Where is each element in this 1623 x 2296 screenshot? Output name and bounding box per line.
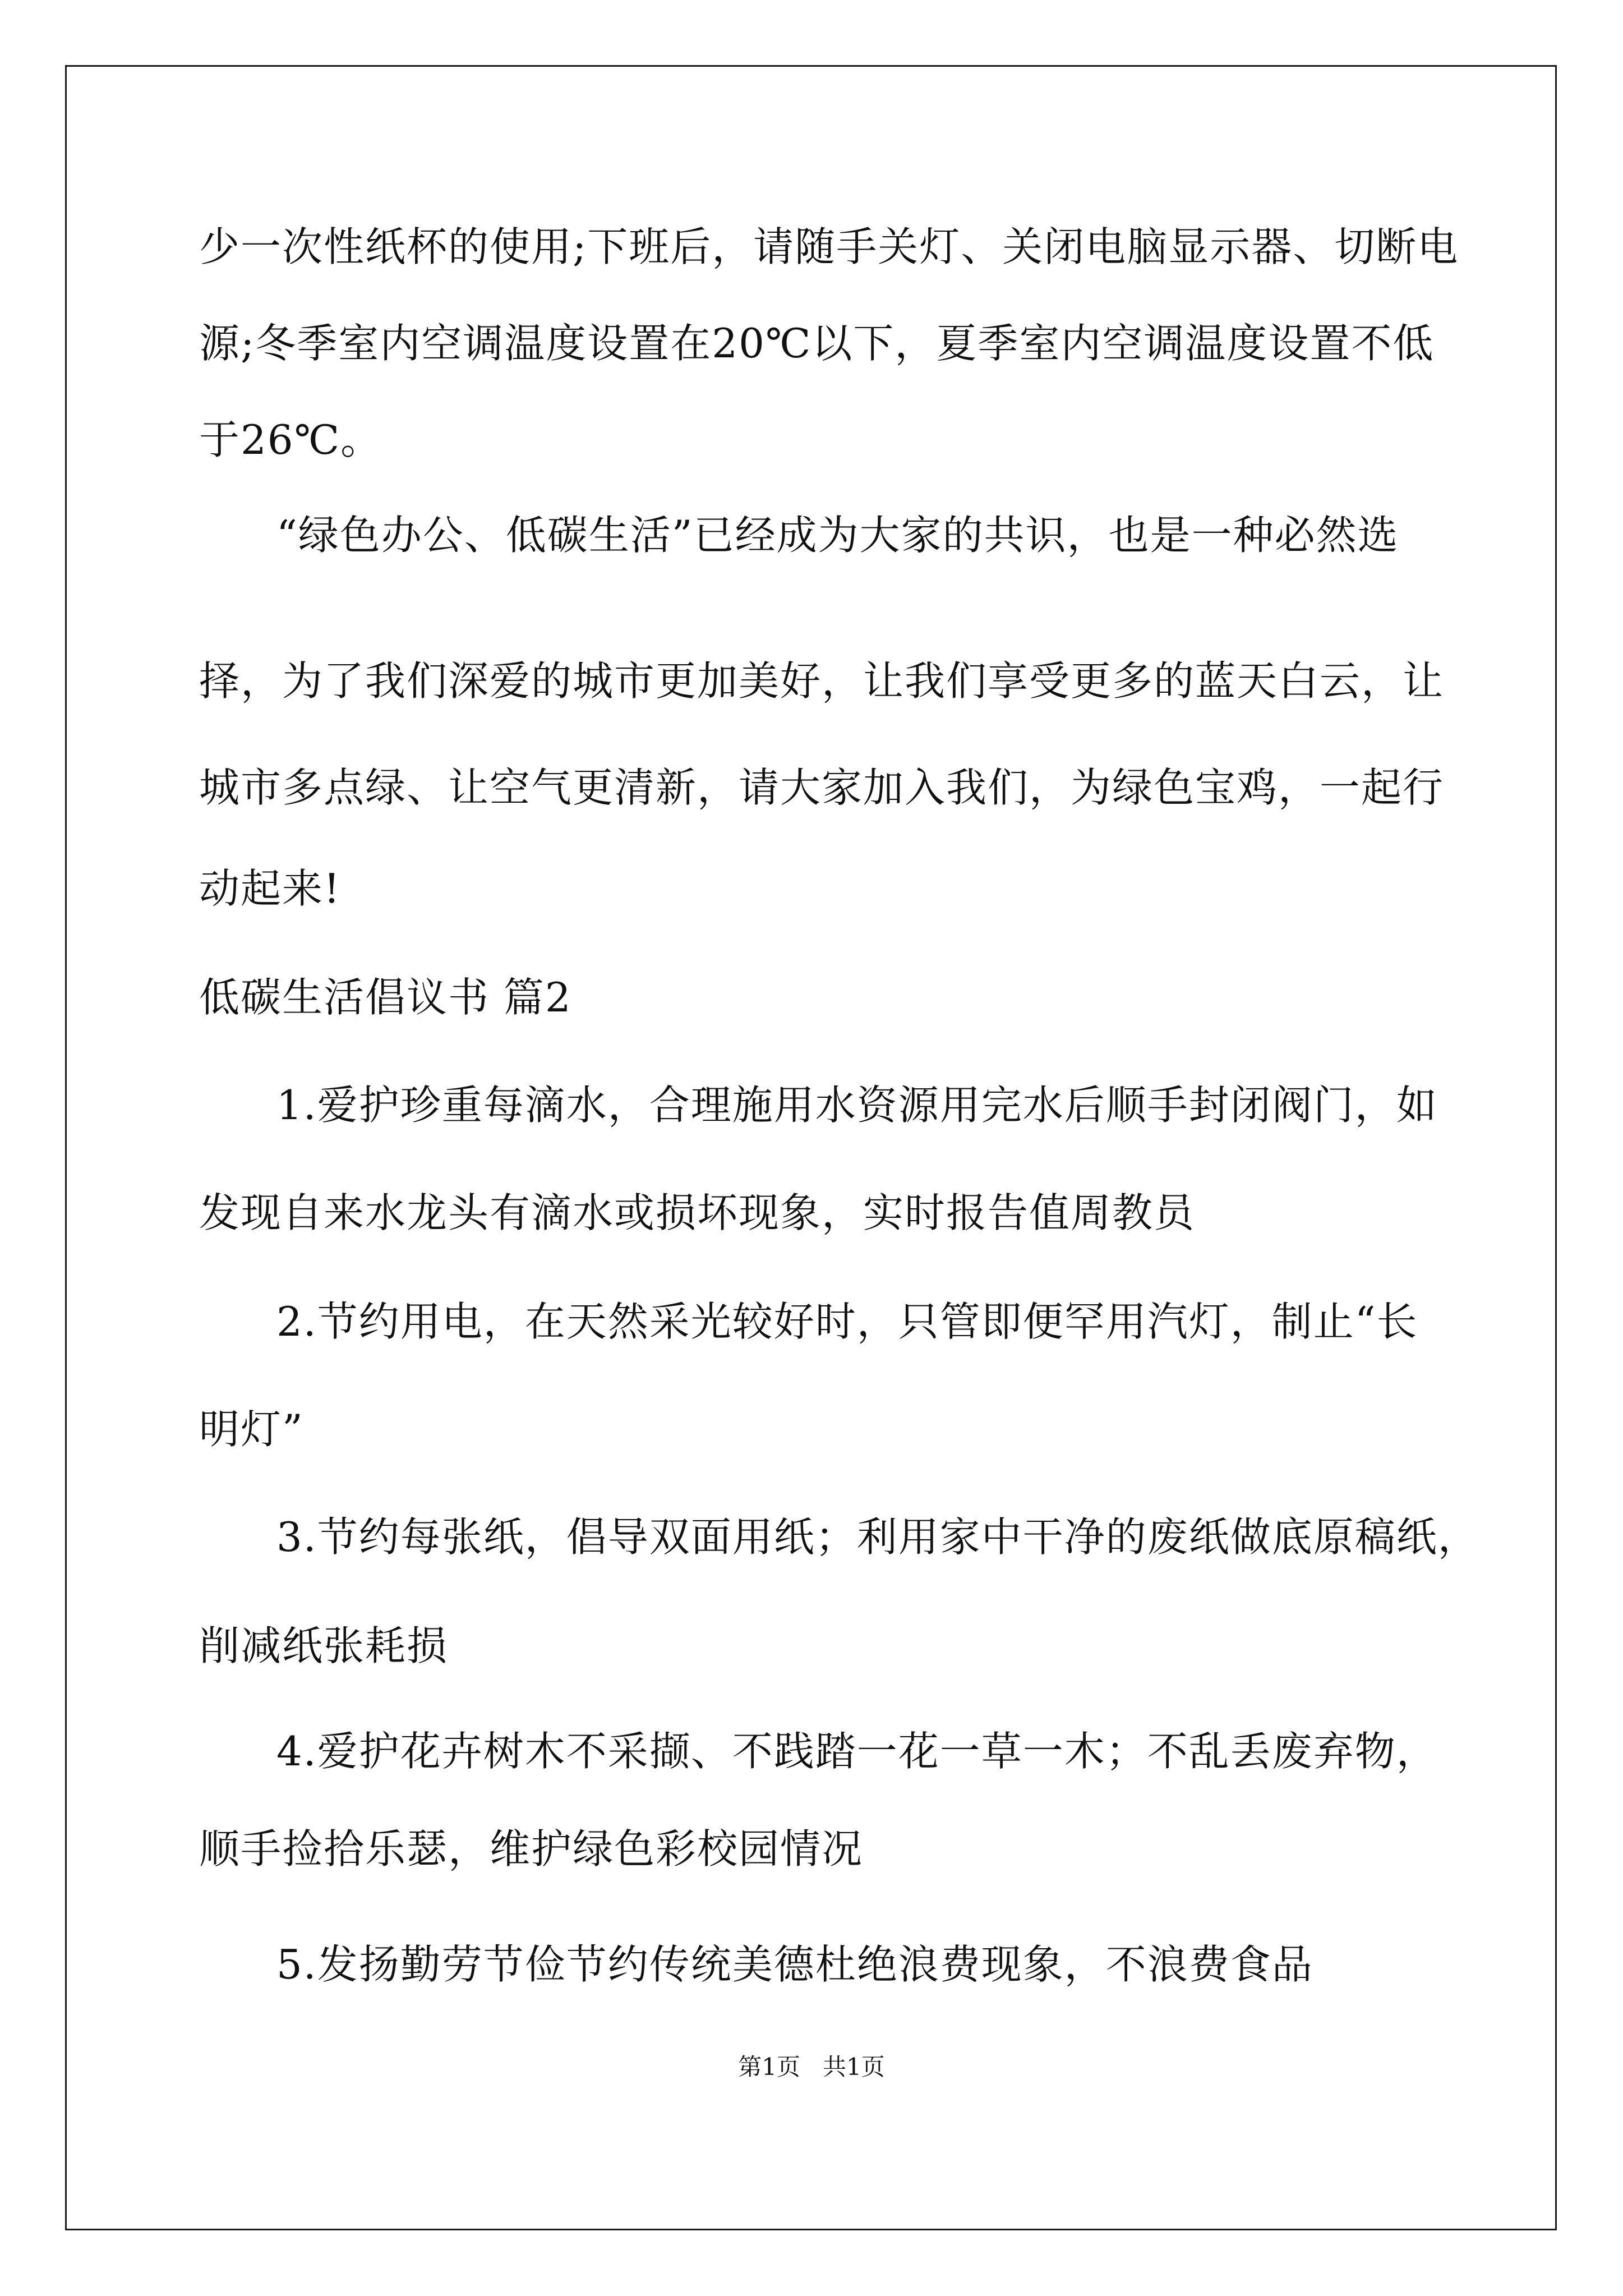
body-line: 于26℃。 (199, 416, 382, 463)
list-item-continuation: 顺手捡拾乐瑟，维护绿色彩校园情况 (199, 1825, 864, 1872)
section-heading: 低碳生活倡议书 篇2 (199, 974, 572, 1021)
page-border (65, 65, 1557, 2230)
body-line: “绿色办公、低碳生活”已经成为大家的共识，也是一种必然选 (276, 512, 1399, 559)
list-item: 1.爱护珍重每滴水，合理施用水资源用完水后顺手封闭阀门，如 (276, 1082, 1438, 1129)
body-line: 择，为了我们深爱的城市更加美好，让我们享受更多的蓝天白云，让 (199, 657, 1445, 705)
list-item: 5.发扬勤劳节俭节约传统美德杜绝浪费现象，不浪费食品 (276, 1941, 1313, 1988)
body-line: 少一次性纸杯的使用;下班后，请随手关灯、关闭电脑显示器、切断电 (199, 223, 1459, 270)
body-line: 城市多点绿、让空气更清新，请大家加入我们，为绿色宝鸡，一起行 (199, 764, 1445, 811)
list-item-continuation: 明灯” (199, 1406, 304, 1453)
body-line: 动起来! (199, 865, 341, 912)
page-number-footer: 第1页 共1页 (738, 2053, 885, 2081)
list-item: 2.节约用电，在天然采光较好时，只管即便罕用汽灯，制止“长 (276, 1298, 1418, 1345)
list-item: 3.节约每张纸，倡导双面用纸；利用家中干净的废纸做底原稿纸， (276, 1513, 1479, 1561)
body-line: 源;冬季室内空调温度设置在20℃以下，夏季室内空调温度设置不低 (199, 320, 1435, 367)
list-item: 4.爱护花卉树木不采撷、不践踏一花一草一木；不乱丢废弃物， (276, 1728, 1438, 1775)
list-item-continuation: 削减纸张耗损 (199, 1622, 449, 1669)
list-item-continuation: 发现自来水龙头有滴水或损坏现象，实时报告值周教员 (199, 1189, 1196, 1236)
